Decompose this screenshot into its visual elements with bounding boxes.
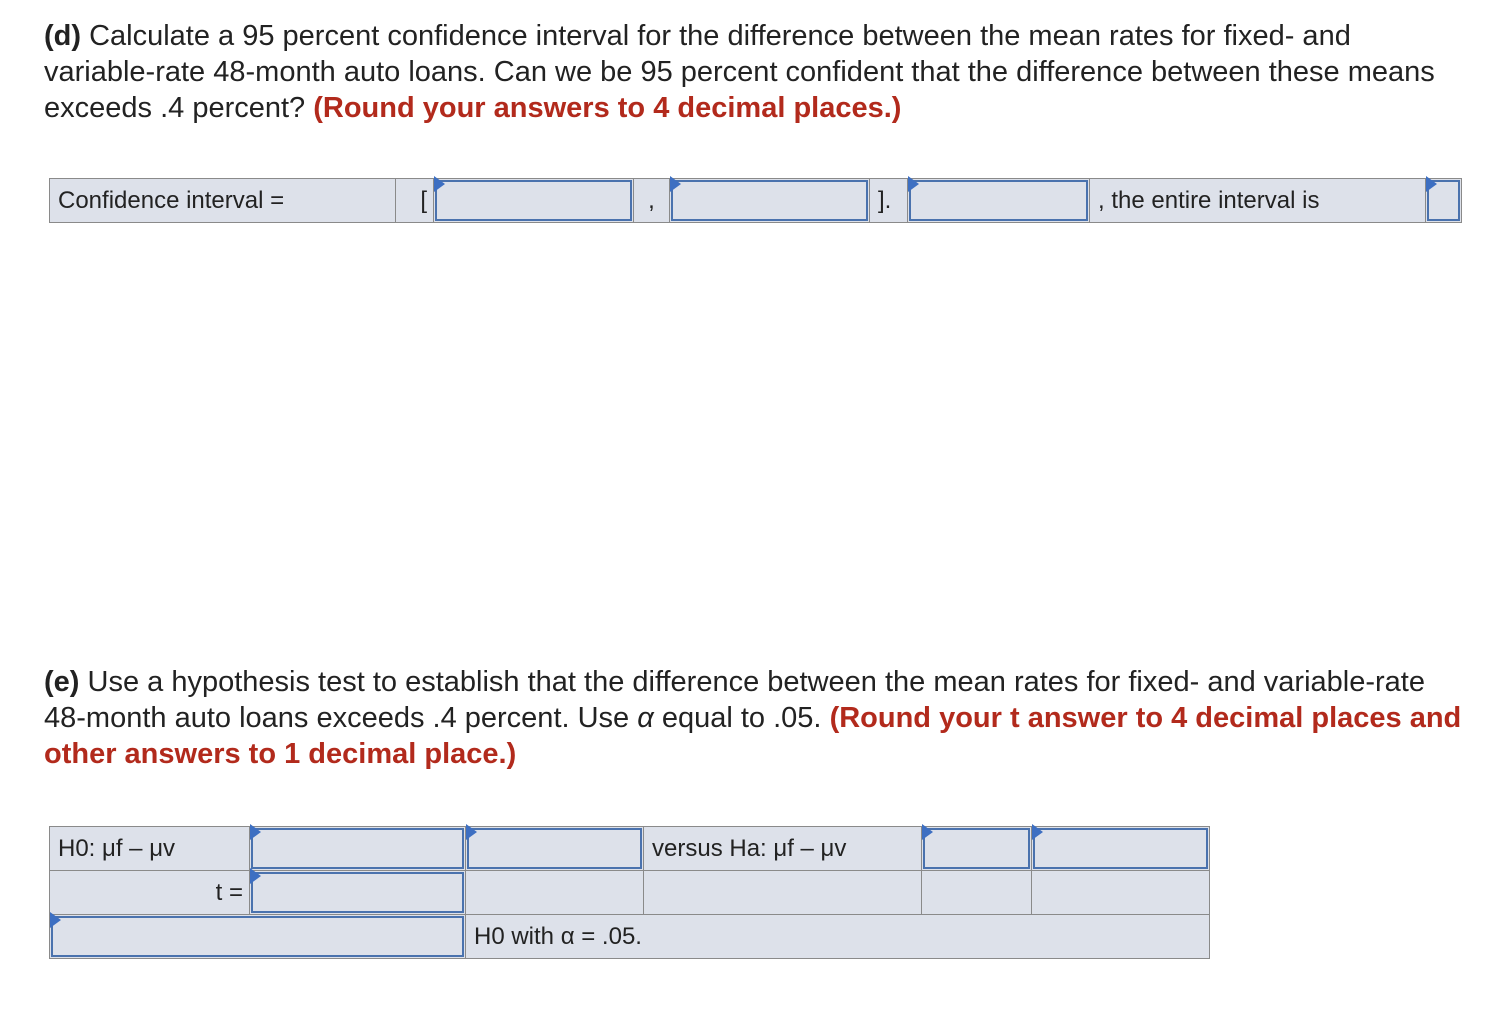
dropdown-marker-icon	[250, 824, 261, 840]
h0-value-input[interactable]	[466, 827, 644, 871]
input-marker-icon	[670, 176, 681, 192]
input-marker-icon	[434, 176, 445, 192]
question-e-instruction: (Round your t answer to 4 decimal places and other answers to 1 decimal place.)	[44, 702, 1462, 770]
question-e-text-after: equal to .05.	[661, 702, 822, 734]
open-bracket: [	[396, 179, 434, 223]
dropdown-marker-icon	[908, 176, 919, 192]
hypothesis-table	[49, 826, 1210, 959]
entire-interval-text: , the entire interval is	[1090, 179, 1426, 223]
h0-conclusion-text: H0 with α = .05.	[466, 915, 1210, 959]
h0-decision-dropdown[interactable]	[50, 915, 466, 959]
interval-comma: ,	[634, 179, 670, 223]
dropdown-marker-icon	[1426, 176, 1437, 192]
t-value-input[interactable]	[250, 871, 466, 915]
question-d-text: Calculate a 95 percent confidence interval for the difference between the mean rates for fixed- and variable-rate 48-month auto loans. Can we be 95 percent confident that the difference between these means exceeds .4 percent?	[44, 20, 1435, 124]
question-d-label: (d)	[44, 20, 82, 52]
confidence-interval-table	[49, 178, 1462, 223]
interval-comparison-dropdown[interactable]	[1426, 179, 1462, 223]
ci-upper-input[interactable]	[670, 179, 870, 223]
question-d-instruction: (Round your answers to 4 decimal places.)	[313, 92, 902, 124]
t-label: t =	[50, 871, 250, 915]
confidence-interval-label: Confidence interval =	[50, 179, 396, 223]
dropdown-marker-icon	[50, 912, 61, 928]
empty-cell	[922, 871, 1032, 915]
empty-cell	[1032, 871, 1210, 915]
h0-label: H0: μf – μv	[50, 827, 250, 871]
question-e-label: (e)	[44, 666, 80, 698]
alpha-symbol: α	[637, 702, 654, 734]
ci-conclusion-dropdown[interactable]	[908, 179, 1090, 223]
question-e	[44, 664, 1464, 772]
question-e-text: Use a hypothesis test to establish that the difference between the mean rates for fixed- and variable-rate 48-month auto loans exceeds .4 percent. Use	[44, 666, 1425, 734]
ci-lower-input[interactable]	[434, 179, 634, 223]
ha-value-input[interactable]	[1032, 827, 1210, 871]
empty-cell	[644, 871, 922, 915]
h0-operator-dropdown[interactable]	[250, 827, 466, 871]
ha-operator-dropdown[interactable]	[922, 827, 1032, 871]
dropdown-marker-icon	[922, 824, 933, 840]
input-marker-icon	[466, 824, 477, 840]
close-bracket: ].	[870, 179, 908, 223]
ha-label: versus Ha: μf – μv	[644, 827, 922, 871]
input-marker-icon	[1032, 824, 1043, 840]
question-d	[44, 18, 1464, 126]
input-marker-icon	[250, 868, 261, 884]
empty-cell	[466, 871, 644, 915]
